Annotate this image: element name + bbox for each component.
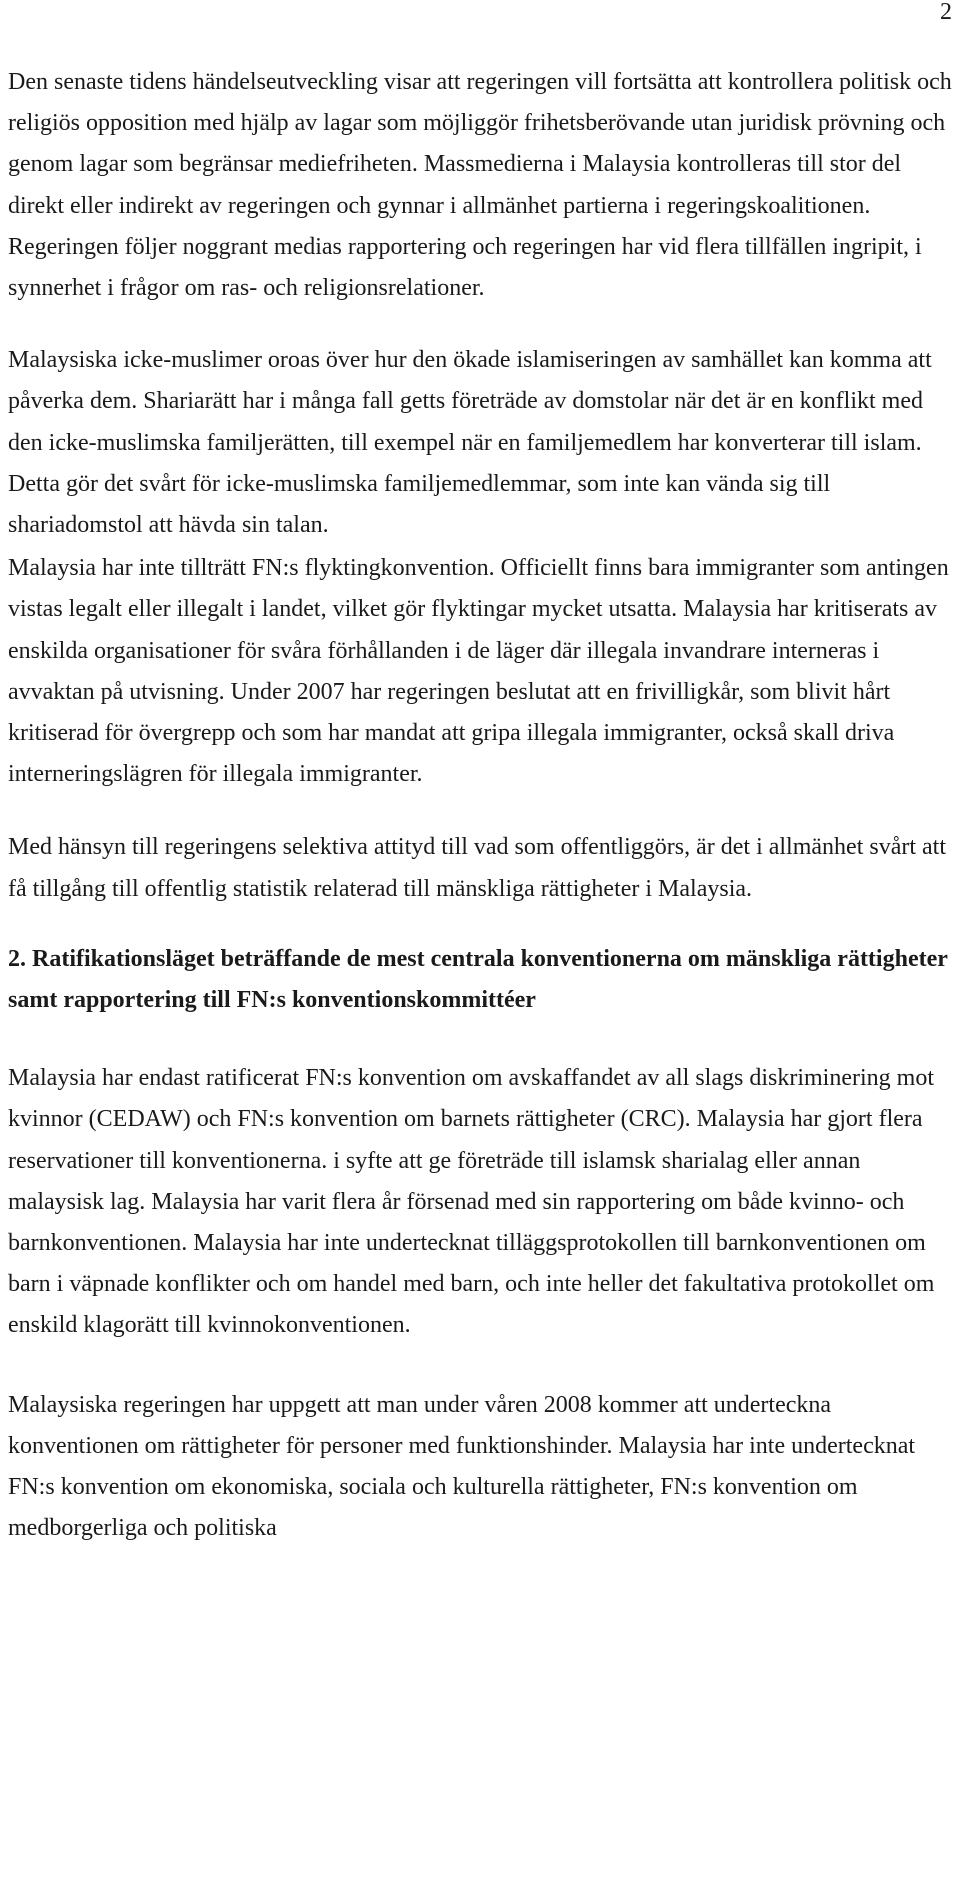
document-body [8,62,960,1550]
paragraph-islamization: Malaysiska icke-muslimer oroas över hur den ökade islamiseringen av samhället kan komma att påverka dem. Shariarätt har i många fall getts företräde av domstolar när det är en konflikt med den icke-muslimska familjerätten, till exempel när en familjemedlem har konverterar till islam. Detta gör det svårt för icke-muslimska familjemedlemmar, som inte kan vända sig till shariadomstol att hävda sin talan. [8,347,932,539]
section-heading [8,939,948,1021]
section-number: 2. [8,945,26,972]
paragraph-refugees: Malaysia har inte tillträtt FN:s flyktingkonvention. Officiellt finns bara immigranter som antingen vistas legalt eller illegalt i landet, vilket gör flyktingar mycket utsatta. Malaysia har kritiserats av enskilda organisationer för svåra förhållanden i de läger där illegala invandrare interneras i avvaktan på utvisning. Under 2007 har regeringen beslutat att en frivilligkår, som blivit hårt kritiserad för övergrepp och som har mandat att gripa illegala immigranter, också skall driva interneringslägren för illegala immigranter. [8,555,949,788]
paragraph-media-control: Den senaste tidens händelseutveckling visar att regeringen vill fortsätta att kontrollera politisk och religiös opposition med hjälp av lagar som möjliggör frihetsberövande utan juridisk prövning och genom lagar som begränsar mediefriheten. Massmedierna i Malaysia kontrolleras till stor del direkt eller indirekt av regeringen och gynnar i allmänhet partierna i regeringskoalitionen. Regeringen följer noggrant medias rapportering och regeringen har vid flera tillfällen ingripit, i synnerhet i frågor om ras- och religionsrelationer. [8,69,952,302]
paragraph-ratification: Malaysia har endast ratificerat FN:s konvention om avskaffandet av all slags diskriminering mot kvinnor (CEDAW) och FN:s konvention om barnets rättigheter (CRC). Malaysia har gjort flera reservationer till konventionerna. i syfte att ge företräde till islamsk sharialag eller annan malaysisk lag. Malaysia har varit flera år försenad med sin rapportering om både kvinno- och barnkonventionen. Malaysia har inte undertecknat tilläggsprotokollen till barnkonventionen om barn i väpnade konflikter och om handel med barn, och inte heller det fakultativa protokollet om enskild klagorätt till kvinnokonventionen. [8,1065,935,1339]
paragraph-statistics: Med hänsyn till regeringens selektiva attityd till vad som offentliggörs, är det i allmänhet svårt att få tillgång till offentlig statistik relaterad till mänskliga rättigheter i Malaysia. [8,834,947,902]
page-number: 2 [940,0,952,25]
paragraph-conventions: Malaysiska regeringen har uppgett att man under våren 2008 kommer att underteckna konventionen om rättigheter för personer med funktionshinder. Malaysia har inte undertecknat FN:s konvention om ekonomiska, sociala och kulturella rättigheter, FN:s konvention om medborgerliga och politiska [8,1391,916,1542]
section-title: Ratifikationsläget beträffande de mest centrala konventionerna om mänskliga rättigheter samt rapportering till FN:s konventionskommittéer [8,945,948,1014]
